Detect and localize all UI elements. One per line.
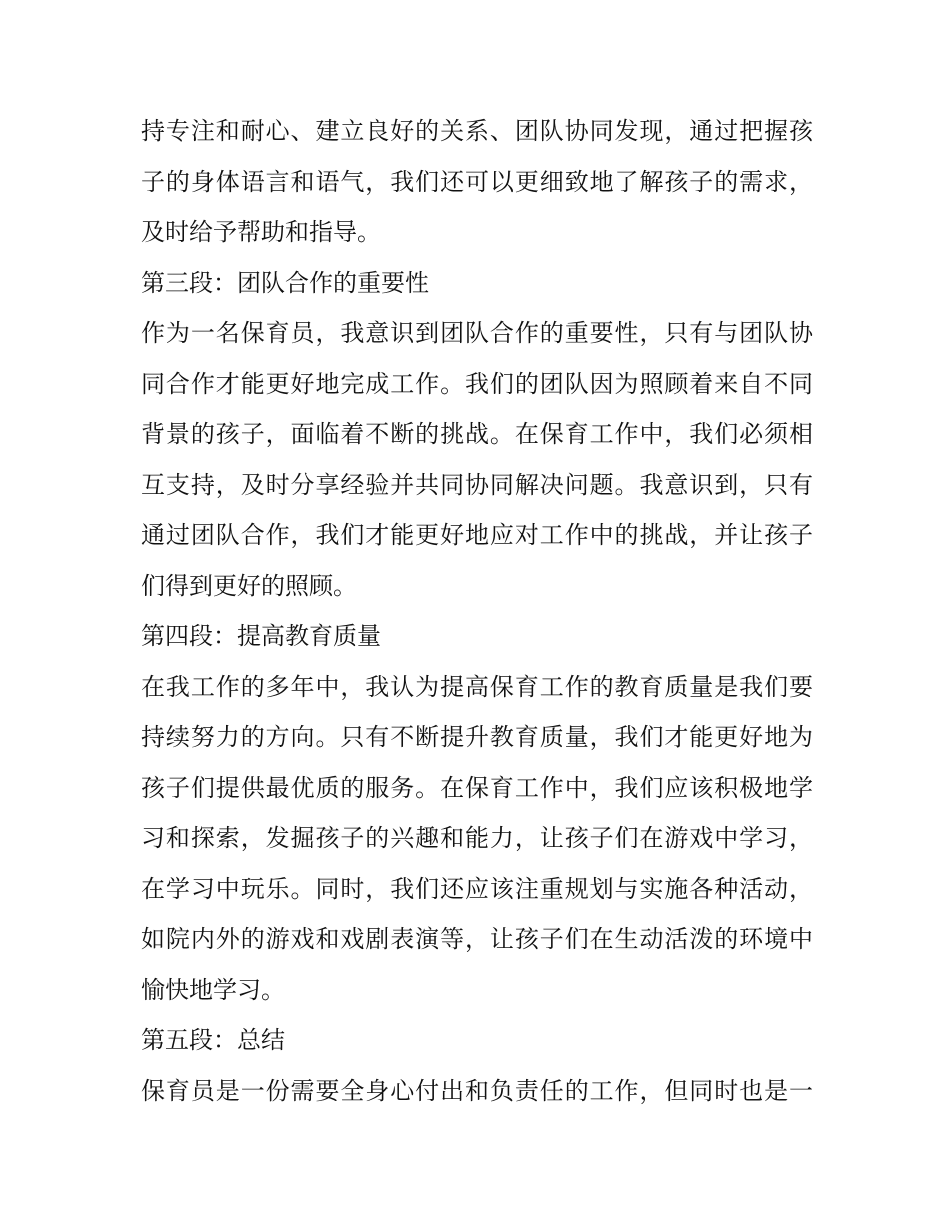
paragraph-line: 在学习中玩乐。同时，我们还应该注重规划与实施各种活动，: [141, 874, 813, 903]
paragraph-line: 通过团队合作，我们才能更好地应对工作中的挑战，并让孩子: [141, 521, 813, 549]
section-heading: 第三段：团队合作的重要性: [141, 268, 429, 297]
document-body: [141, 106, 813, 1116]
paragraph-line: 保育员是一份需要全身心付出和负责任的工作，但同时也是一: [141, 1076, 813, 1105]
section-heading: 第五段：总结: [141, 1026, 285, 1054]
paragraph-line: 如院内外的游戏和戏剧表演等，让孩子们在生动活泼的环境中: [141, 925, 813, 953]
paragraph-line: 同合作才能更好地完成工作。我们的团队因为照顾着来自不同: [141, 369, 813, 398]
paragraph-line: 们得到更好的照顾。: [141, 571, 357, 600]
paragraph-line: 互支持，及时分享经验并共同协同解决问题。我意识到，只有: [141, 470, 813, 499]
paragraph-line: 持专注和耐心、建立良好的关系、团队协同发现，通过把握孩: [141, 117, 813, 145]
paragraph-line: 孩子们提供最优质的服务。在保育工作中，我们应该积极地学: [141, 773, 813, 802]
section-heading: 第四段：提高教育质量: [141, 622, 381, 650]
paragraph-line: 背景的孩子，面临着不断的挑战。在保育工作中，我们必须相: [141, 420, 813, 448]
paragraph-line: 在我工作的多年中，我认为提高保育工作的教育质量是我们要: [141, 672, 813, 701]
paragraph-line: 习和探索，发掘孩子的兴趣和能力，让孩子们在游戏中学习，: [141, 824, 813, 852]
paragraph-line: 子的身体语言和语气，我们还可以更细致地了解孩子的需求，: [141, 167, 813, 196]
paragraph-line: 作为一名保育员，我意识到团队合作的重要性，只有与团队协: [141, 319, 813, 347]
paragraph-line: 持续努力的方向。只有不断提升教育质量，我们才能更好地为: [141, 723, 813, 751]
paragraph-line: 及时给予帮助和指导。: [141, 218, 381, 246]
paragraph-line: 愉快地学习。: [141, 975, 285, 1004]
